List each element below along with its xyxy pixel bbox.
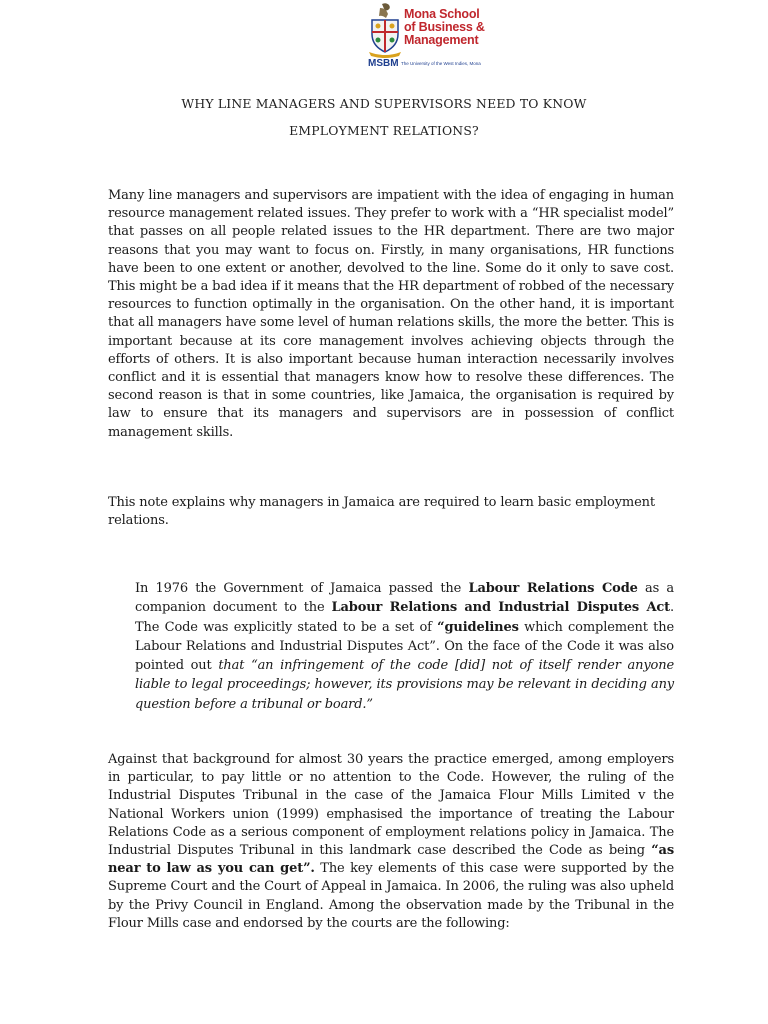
guidelines-bold: “guidelines [437,619,519,635]
text-span: The key elements of this case were supported by the Supreme Court and the Court of Appeal in Jamaica. In 2006, the ruling was also upheld by the Privy Council in England. Among the observation made by the Tribunal in the Flour Mills case and endorsed by the courts are the following: [108,861,675,931]
text-span: which complement the Labour Relations and Industrial Disputes Act”. On the face of the Code it was also pointed out [135,619,674,674]
labour-code-paragraph [135,579,674,714]
intro-paragraph: Many line managers and supervisors are impatient with the idea of engaging in human resource management related issues. They prefer to work with a “HR specialist model” that passes on all people related issues to the HR department. There are two major reasons that you may want to focus on. Firstly, in many organisations, HR functions have been to one extent or another, devolved to the line. Some do it only to save cost. This might be a bad idea if it means that the HR department of robbed of the necessary resources to function optimally in the organisation. On the other hand, it is important that all managers have some level of human relations skills, the more the better. This is important because at its core management involves achieving objects through the efforts of others. It is also important because human interaction necessarily involves conflict and it is essential that managers know how to resolve these differences. The second reason is that in some countries, like Jamaica, the organisation is required by law to ensure that its managers and supervisors are in possession of conflict management skills. [108,188,674,440]
labour-relations-code-bold: Labour Relations Code [468,581,638,596]
text-span: In 1976 the Government of Jamaica passed the [135,581,469,596]
school-name [404,8,485,47]
near-to-law-bold: “as near to law as you can get”. [108,843,674,877]
code-quote-italic: that “an infringement of the code [did] not of itself render anyone liable to legal proceedings; however, its provisions may be relevant in deciding any question before a tribunal or board.” [135,658,674,712]
text-span: as a companion document to the [135,581,675,616]
msbm-abbreviation: MSBM [368,58,399,69]
document-title-line2: EMPLOYMENT RELATIONS? [289,123,479,138]
msbm-logo [364,2,490,70]
school-name-line2: of Business & [404,20,485,34]
text-span: Against that background for almost 30 years the practice emerged, among employers in particular, to pay little or no attention to the Code. However, the ruling of the Industrial Disputes Tribunal in the case of the Jamaica Flour Mills Limited v the National Workers union (1999) emphasised the importance of treating the Labour Relations Code as a serious component of employment relations policy in Jamaica. The Industrial Disputes Tribunal in this landmark case described the Code as being [108,752,674,859]
text-span: . The Code was explicitly stated to be a set of [135,600,674,635]
school-name-line3: Management [404,33,479,47]
school-name-line1: Mona School [404,7,480,21]
university-crest-icon [368,2,402,58]
purpose-paragraph: This note explains why managers in Jamaica are required to learn basic employment relations. [108,495,655,529]
university-tagline: The University of the West Indies, Mona [401,61,481,66]
document-title-line1: WHY LINE MANAGERS AND SUPERVISORS NEED TO KNOW [181,96,587,111]
background-paragraph [108,751,674,933]
industrial-disputes-act-bold: Labour Relations and Industrial Disputes Act [331,600,670,616]
